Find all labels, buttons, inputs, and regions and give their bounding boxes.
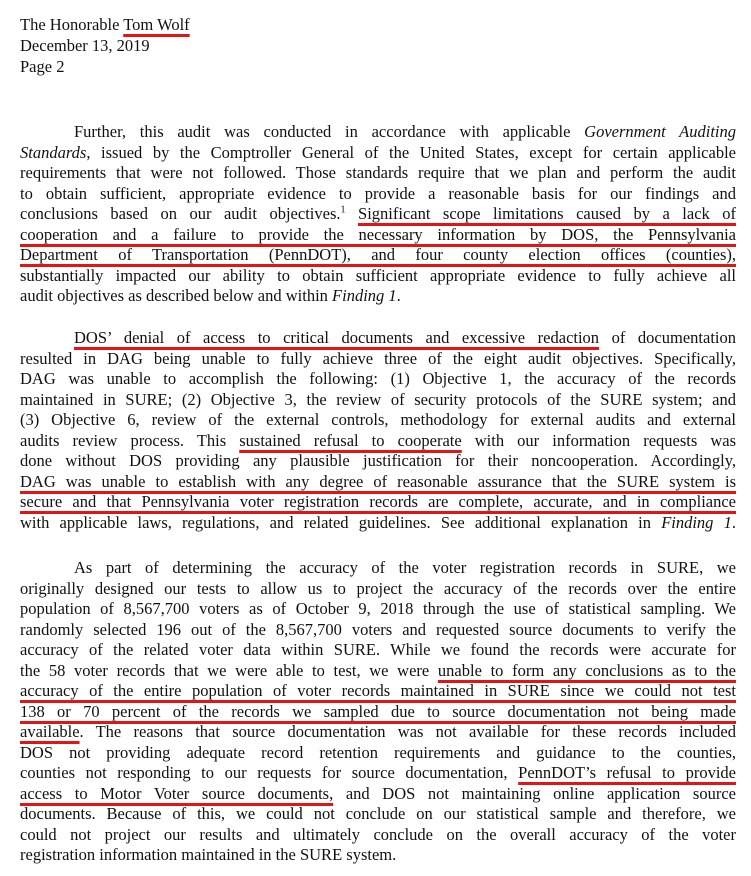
paragraph-audit-standards — [20, 122, 736, 307]
text-line: resulted in DAG being unable to fully achieve three of the eight audit objectives. Specifically, — [20, 348, 736, 368]
text-line: substantially impacted our ability to obtain sufficient appropriate evidence to fully achieve all — [20, 265, 736, 285]
text-line: randomly selected 196 out of the 8,567,700 voters and requested source documents to verify the — [20, 619, 736, 639]
text-line — [20, 225, 736, 246]
italic-citation: Government Auditing — [584, 122, 736, 141]
highlighted-text: Significant scope limitations caused by a lack of — [358, 204, 737, 223]
italic-reference: Finding 1 — [332, 286, 397, 305]
text-run: , issued by the Comptroller General of the United States, except for certain applicable — [86, 142, 736, 162]
paragraph-dos-denial — [20, 328, 736, 533]
text-line — [20, 472, 736, 493]
page-number: Page 2 — [20, 57, 65, 76]
highlighted-text: sustained refusal to cooperate — [239, 430, 462, 450]
highlighted-text: DOS’ denial of access to critical documents and excessive redaction — [74, 328, 600, 347]
text-run: of documentation — [599, 328, 736, 347]
text-line: originally designed our tests to allow us to project the accuracy of the records over the entire — [20, 578, 736, 598]
text-run: Further, this audit was conducted in accordance with applicable — [74, 122, 585, 141]
paragraph-voter-records — [20, 558, 736, 866]
text-line: As part of determining the accuracy of the voter registration records in SURE, we — [74, 558, 736, 577]
text-line — [20, 122, 736, 143]
text-line: DOS not providing adequate record retention requirements and guidance to the counties, — [20, 742, 736, 762]
italic-citation: Standards — [20, 142, 87, 162]
letter-date: December 13, 2019 — [20, 36, 150, 55]
text-run: . — [396, 286, 401, 305]
italic-reference: Finding 1 — [661, 512, 732, 532]
highlighted-text: unable to form any conclusions as to the — [437, 660, 737, 680]
text-line — [20, 763, 736, 784]
text-line: done without DOS providing any plausible justification for their noncooperation. Accordingly, — [20, 451, 736, 470]
text-line: population of 8,567,700 voters as of October 9, 2018 through the use of statistical sampling. We — [20, 599, 736, 618]
text-line — [20, 245, 736, 266]
text-run: the 58 voter records that we were able to test, we were — [20, 660, 438, 680]
highlighted-text: accuracy of the entire population of voter records maintained in SURE since we could not test — [20, 681, 736, 700]
highlighted-text: available — [20, 722, 80, 741]
highlighted-text: DAG was unable to establish with any degree of reasonable assurance that the SURE system is — [20, 471, 736, 491]
letter-header — [20, 14, 190, 77]
highlighted-text: PennDOT’s refusal to provide — [518, 763, 736, 782]
text-line — [20, 204, 736, 225]
salutation-prefix: The Honorable — [20, 15, 124, 34]
text-line: (3) Objective 6, review of the external controls, methodology for external audits and external — [20, 410, 736, 429]
text-run: audits review process. This — [20, 430, 240, 450]
text-line — [20, 784, 736, 805]
text-line — [20, 513, 736, 534]
text-line — [20, 328, 736, 349]
text-line: to obtain sufficient, appropriate evidence to provide a reasonable basis for our findings and — [20, 183, 736, 203]
text-line: could not project our results and ultimately conclude on the overall accuracy of the voter — [20, 824, 736, 844]
text-line — [20, 143, 736, 164]
text-run: counties not responding to our requests for source documentation, — [20, 763, 519, 782]
text-line — [20, 431, 736, 452]
text-run: audit objectives as described below and within — [20, 286, 333, 305]
text-run: and DOS not maintaining online application source — [333, 783, 736, 803]
text-line — [20, 702, 736, 723]
text-line — [20, 681, 736, 702]
highlighted-text: cooperation and a failure to provide the necessary information by DOS, the Pennsylvania — [20, 224, 736, 244]
text-run: with applicable laws, regulations, and related guidelines. See additional explanation in — [20, 512, 662, 532]
text-line: documents. Because of this, we could not conclude on our statistical sample and therefore, we — [20, 804, 736, 823]
text-line — [20, 661, 736, 682]
text-line: registration information maintained in the SURE system. — [20, 845, 397, 864]
highlighted-text: access to Motor Voter source documents, — [20, 783, 334, 803]
recipient-name: Tom Wolf — [123, 15, 190, 34]
highlighted-text: secure and that Pennsylvania voter registration records are complete, accurate, and in compliance — [20, 492, 736, 511]
footnote-marker: 1 — [340, 204, 346, 216]
text-line — [20, 492, 736, 513]
text-line — [20, 286, 736, 307]
highlighted-text: Department of Transportation (PennDOT), and four county election offices (counties), — [20, 245, 736, 264]
highlighted-text: 138 or 70 percent of the records we sampled due to source documentation not being made — [20, 701, 736, 721]
text-run: . — [731, 512, 736, 532]
text-run: . The reasons that source documentation was not available for these records included — [79, 722, 736, 741]
text-run: with our information requests was — [461, 430, 736, 450]
text-line: requirements that were not followed. Those standards require that we plan and perform the audit — [20, 163, 736, 182]
text-run: conclusions based on our audit objectives. — [20, 204, 341, 223]
text-line: maintained in SURE; (2) Objective 3, the review of security protocols of the SURE system; and — [20, 389, 736, 409]
text-line — [20, 722, 736, 743]
recipient-line — [20, 14, 190, 35]
text-line: accuracy of the related voter data within SURE. While we found the records were accurate for — [20, 640, 736, 659]
text-line: DAG was unable to accomplish the following: (1) Objective 1, the accuracy of the records — [20, 369, 736, 388]
